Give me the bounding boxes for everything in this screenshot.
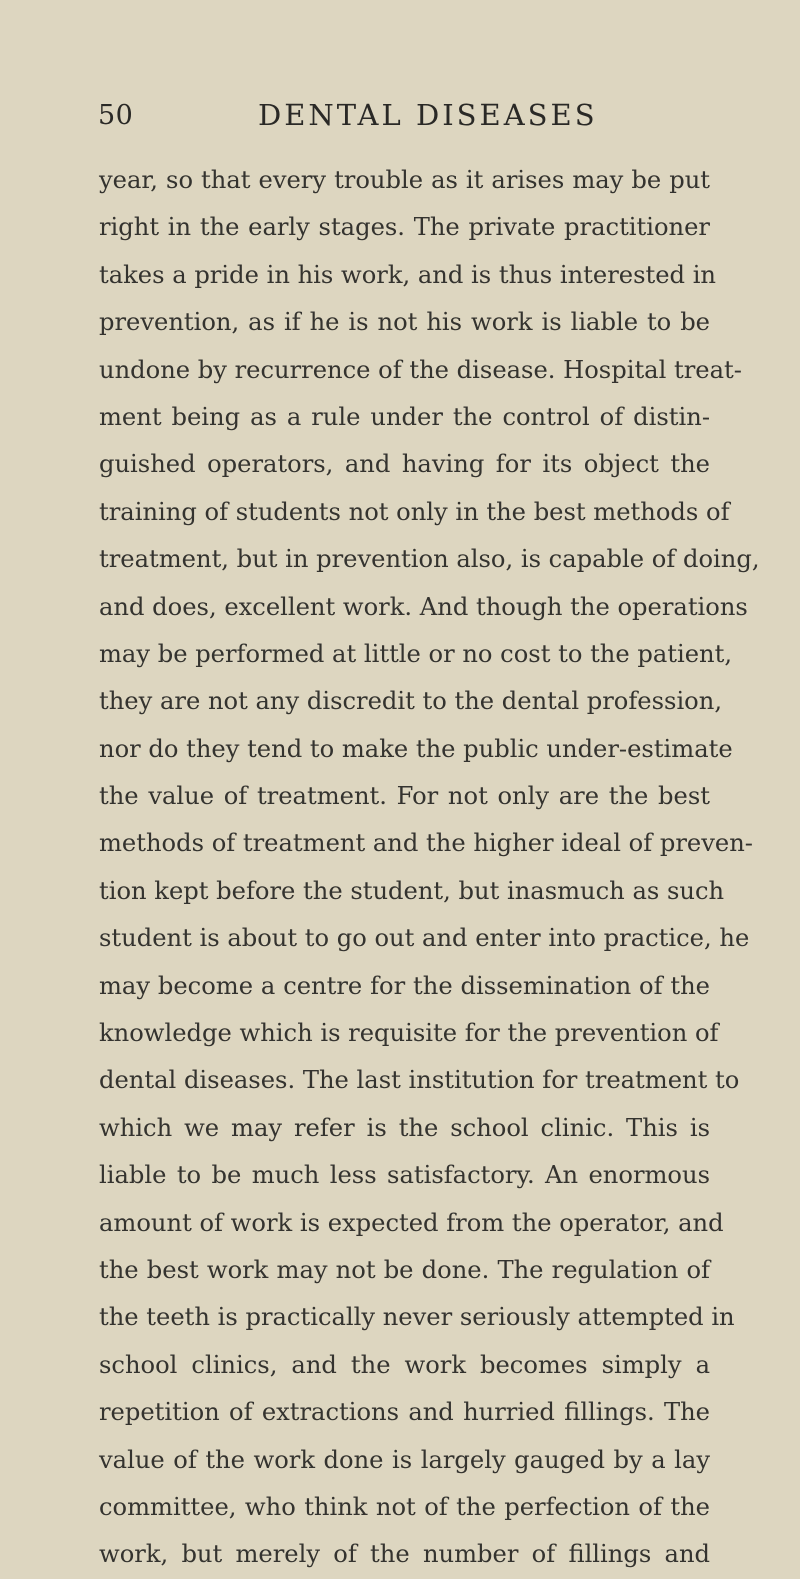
text-line: the teeth is practically never seriously attempted in <box>99 1303 735 1332</box>
text-line: they are not any discredit to the dental profession, <box>99 687 723 716</box>
text-line: ment being as a rule under the control of distin- <box>99 402 710 431</box>
text-line: nor do they tend to make the public under-estimate <box>99 734 733 763</box>
text-line: liable to be much less satisfactory. An enormous <box>99 1161 710 1190</box>
text-line: which we may refer is the school clinic. This is <box>99 1113 710 1142</box>
text-line: treatment, but in prevention also, is capable of doing, <box>99 545 760 574</box>
text-line: dental diseases. The last institution for treatment to <box>99 1066 740 1095</box>
text-line: repetition of extractions and hurried fillings. The <box>99 1398 710 1427</box>
body-text <box>99 157 760 1579</box>
text-line: guished operators, and having for its object the <box>99 450 710 479</box>
text-line: amount of work is expected from the operator, and <box>99 1208 724 1237</box>
text-line: methods of treatment and the higher ideal of preven- <box>99 829 753 858</box>
text-line: tion kept before the student, but inasmuch as such <box>99 876 725 905</box>
text-line: school clinics, and the work becomes simply a <box>99 1350 710 1379</box>
text-line: student is about to go out and enter into practice, he <box>99 924 750 953</box>
text-line: knowledge which is requisite for the prevention of <box>99 1019 719 1048</box>
text-line: the value of treatment. For not only are the best <box>99 782 710 811</box>
text-line: year, so that every trouble as it arises may be put <box>99 166 710 194</box>
text-line: value of the work done is largely gauged by a lay <box>99 1445 710 1474</box>
text-line: may become a centre for the dissemination of the <box>99 971 710 1000</box>
text-line: undone by recurrence of the disease. Hospital treat- <box>99 355 742 384</box>
text-line: training of students not only in the best methods of <box>99 497 730 526</box>
text-line: right in the early stages. The private practitioner <box>99 213 710 242</box>
text-line: and does, excellent work. And though the operations <box>99 592 748 621</box>
page-header <box>0 98 800 142</box>
page-number: 50 <box>98 100 134 131</box>
text-line: may be performed at little or no cost to the patient, <box>99 639 733 668</box>
text-line: committee, who think not of the perfection of the <box>99 1492 710 1521</box>
running-head: DENTAL DISEASES <box>258 98 598 132</box>
text-line: prevention, as if he is not his work is liable to be <box>99 308 710 337</box>
text-line: the best work may not be done. The regulation of <box>99 1255 710 1284</box>
text-line: work, but merely of the number of fillings and <box>99 1540 710 1569</box>
text-line: takes a pride in his work, and is thus interested in <box>99 260 717 289</box>
